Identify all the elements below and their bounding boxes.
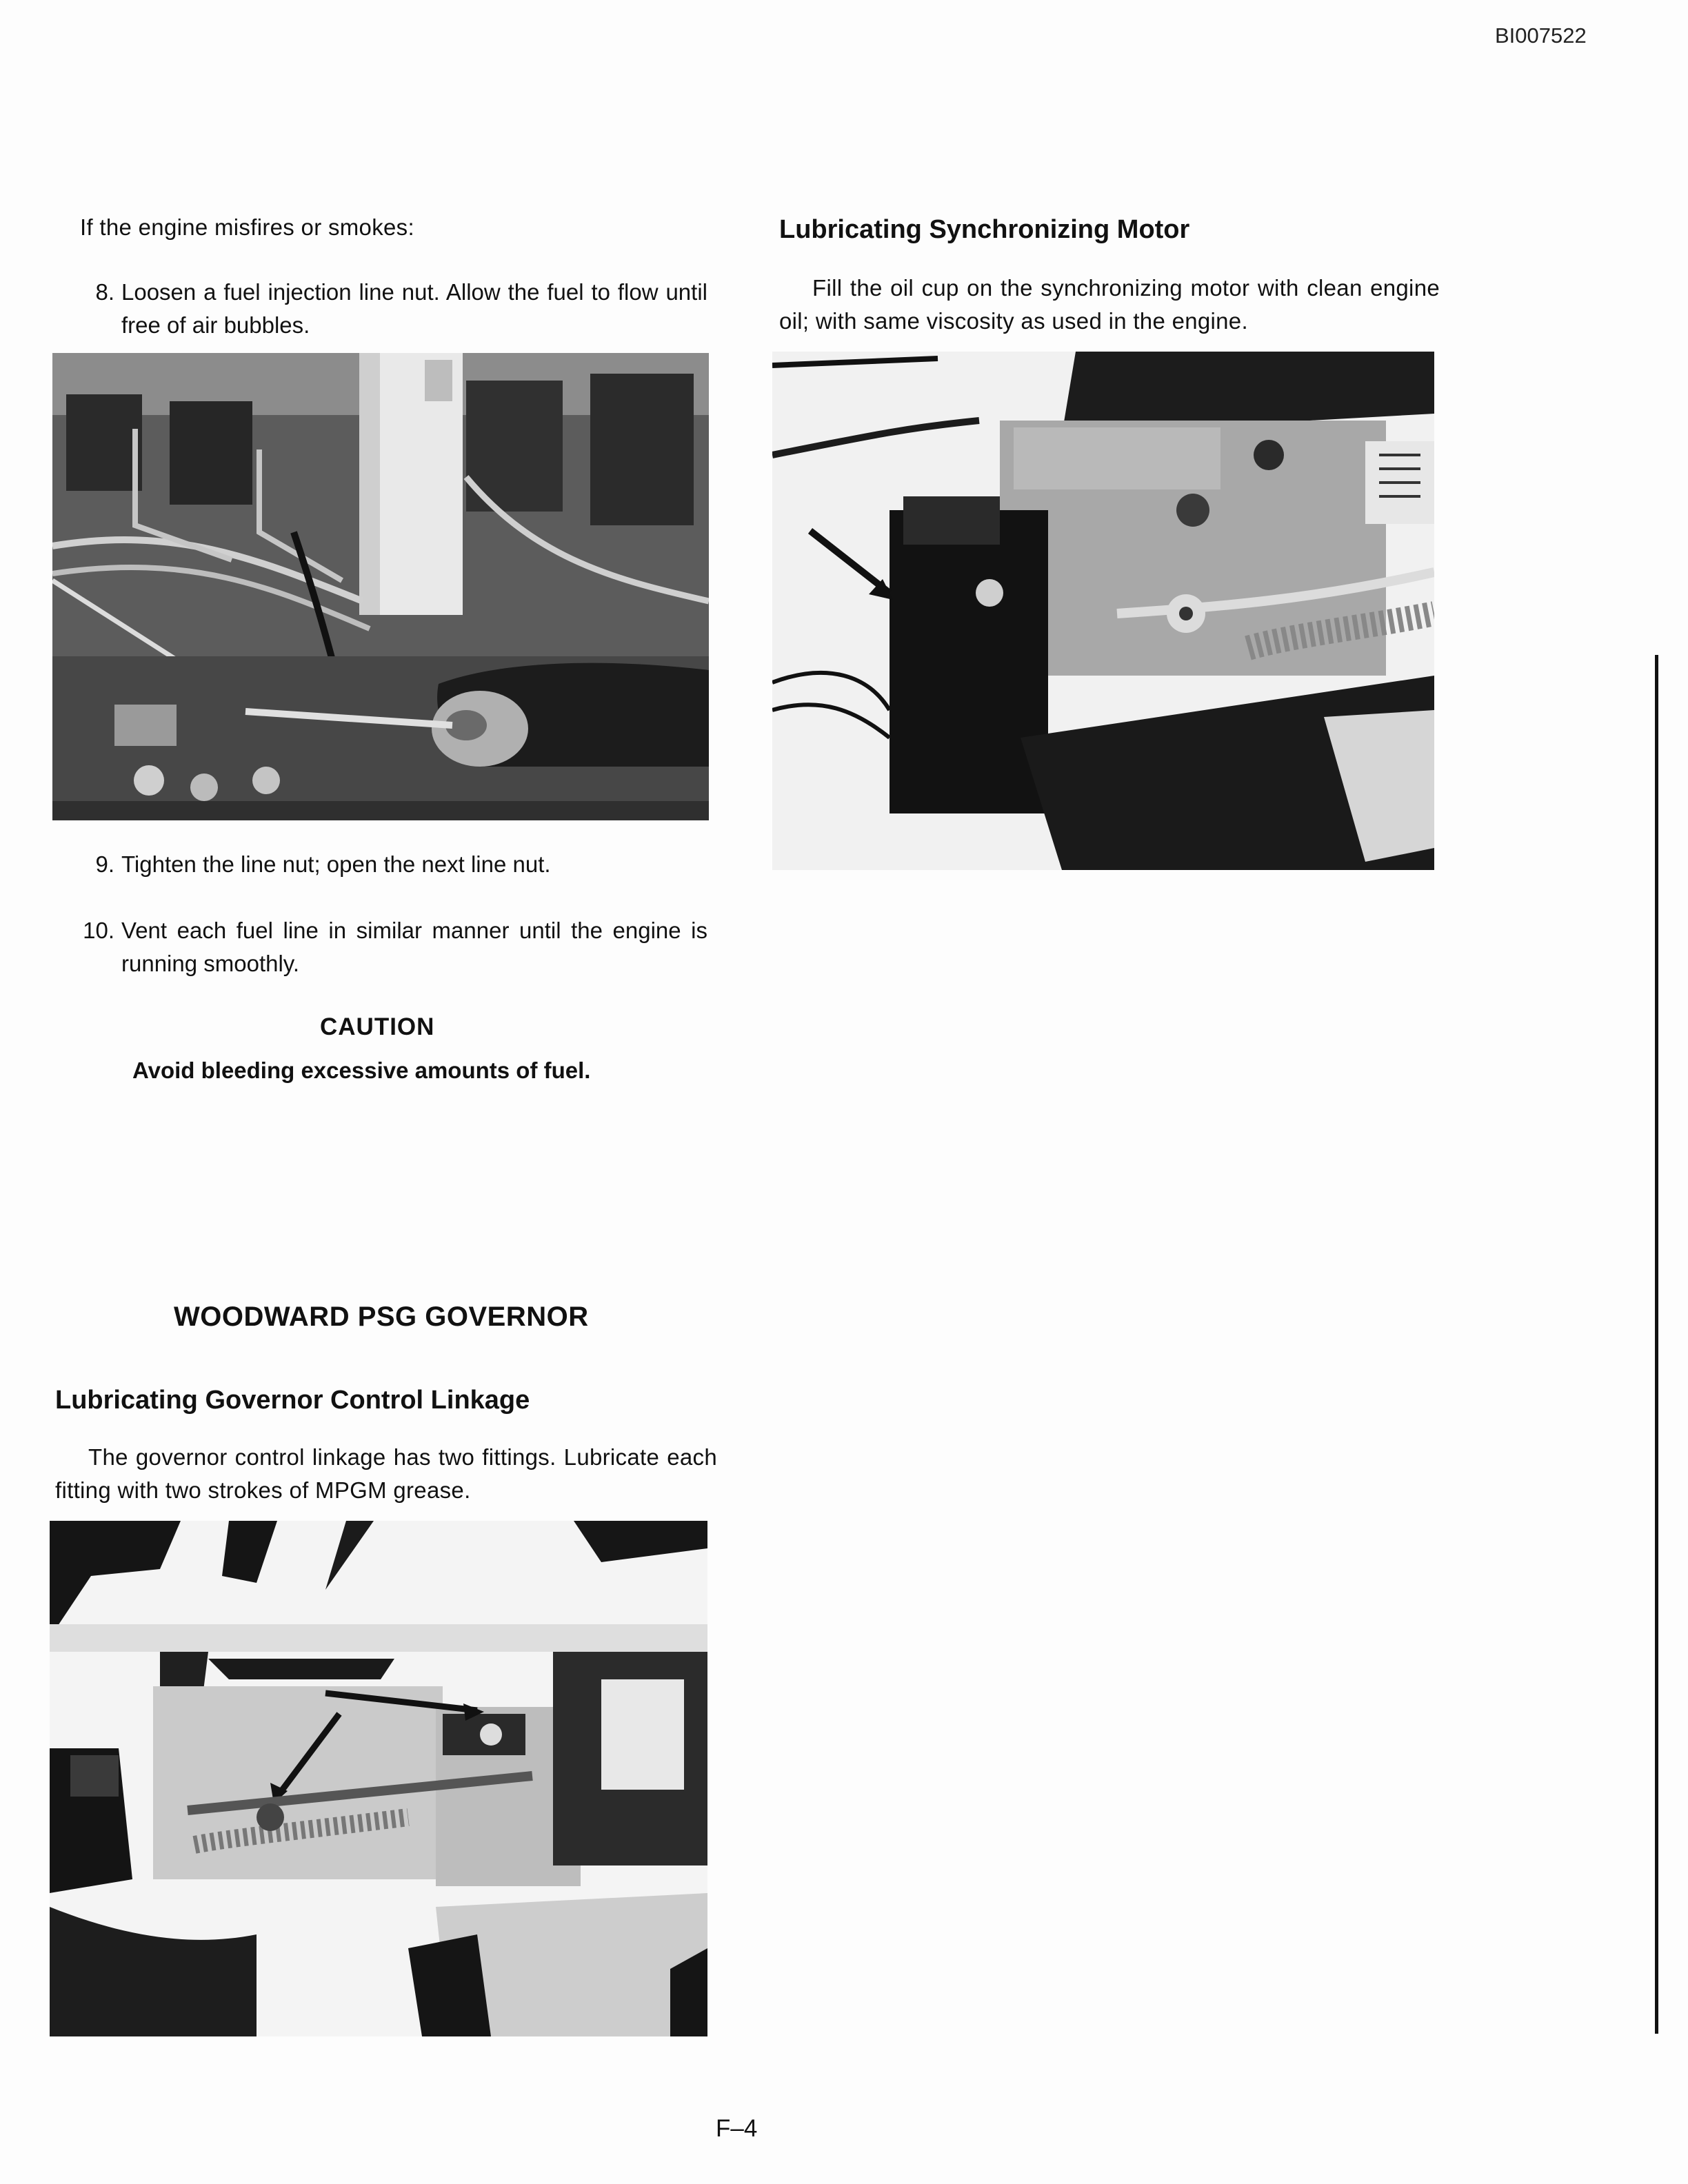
document-id: BI007522 <box>1495 23 1587 48</box>
step-8-text: Loosen a fuel injection line nut. Allow the fuel to flow until free of air bubbles. <box>121 279 707 338</box>
caution-text: Avoid bleeding excessive amounts of fuel. <box>132 1058 591 1083</box>
intro-text: If the engine misfires or smokes: <box>80 214 414 240</box>
step-8-number: 8. <box>95 279 114 305</box>
step-10-text: Vent each fuel line in similar manner until the engine is running smoothly. <box>121 918 707 976</box>
step-9-text: Tighten the line nut; open the next line nut. <box>121 851 551 877</box>
sync-motor-text: Fill the oil cup on the synchronizing motor with clean engine oil; with same viscosity as used in the engine. <box>779 275 1440 334</box>
linkage-text: The governor control linkage has two fittings. Lubricate each fitting with two strokes of MPGM grease. <box>55 1444 717 1503</box>
section-title: WOODWARD PSG GOVERNOR <box>174 1302 589 1332</box>
step-9 <box>66 848 714 882</box>
caution-title: CAUTION <box>320 1013 435 1040</box>
linkage-heading: Lubricating Governor Control Linkage <box>55 1386 530 1415</box>
synchronizing-motor-photo <box>772 352 1434 870</box>
margin-scan-line <box>1655 655 1658 2034</box>
step-9-number: 9. <box>95 851 114 877</box>
sync-motor-heading: Lubricating Synchronizing Motor <box>779 215 1190 244</box>
page-number: F–4 <box>716 2115 758 2142</box>
engine-fuel-lines-photo <box>52 353 709 820</box>
step-10 <box>66 914 714 983</box>
step-10-number: 10. <box>83 918 114 943</box>
step-8 <box>66 276 714 345</box>
governor-linkage-photo <box>50 1521 707 2036</box>
